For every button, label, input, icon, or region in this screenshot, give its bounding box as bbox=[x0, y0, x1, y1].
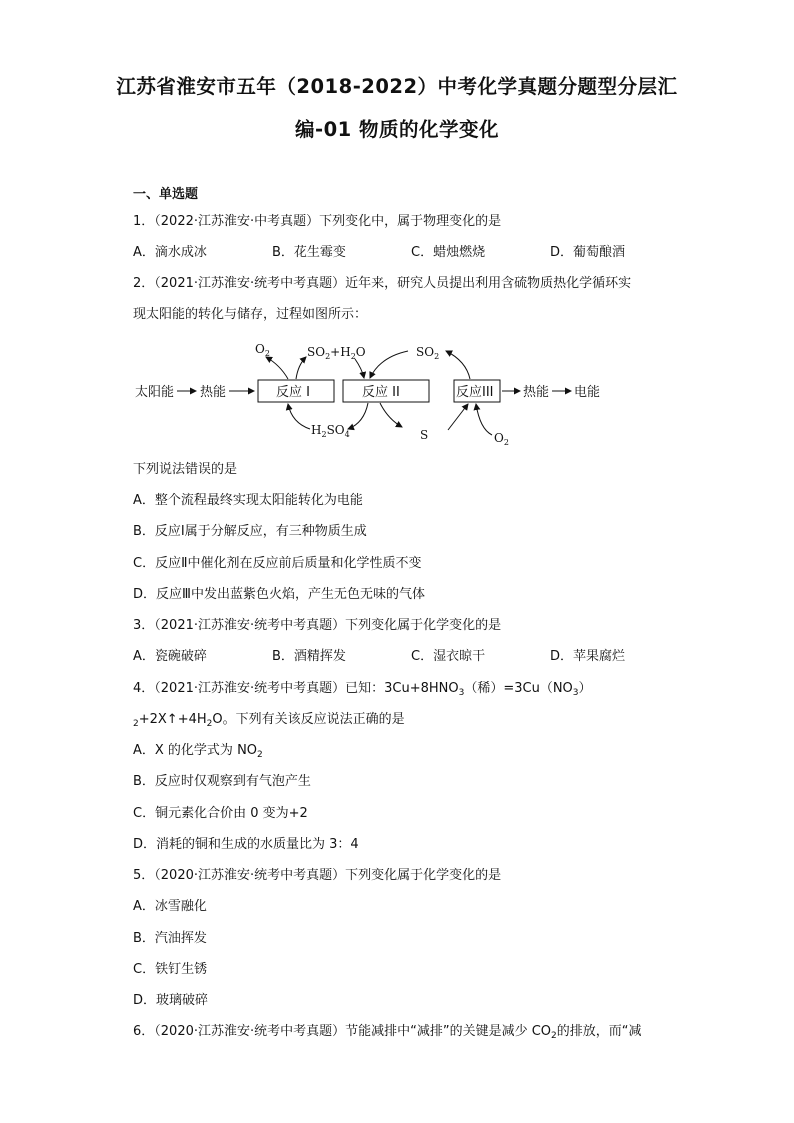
section-heading: 一、单选题 bbox=[133, 187, 199, 202]
reaction-3-label: 反应III bbox=[456, 385, 494, 400]
q5-option-b: B．汽油挥发 bbox=[133, 931, 207, 946]
q4-option-a: A．X 的化学式为 $NO_2$ bbox=[133, 743, 263, 760]
q1-option-c: C．蜡烛燃烧 bbox=[411, 245, 486, 260]
q1-option-d: D．葡萄酿酒 bbox=[550, 245, 626, 260]
q2-option-b: B．反应Ⅰ属于分解反应，有三种物质生成 bbox=[133, 524, 367, 539]
arrow-h2so4-to-reaction1 bbox=[288, 404, 310, 429]
reaction-2-label: 反应 II bbox=[362, 385, 400, 400]
question-2-stem-line2: 现太阳能的转化与储存，过程如图所示： bbox=[133, 307, 368, 322]
label-electric-energy: 电能 bbox=[574, 385, 601, 400]
label-s: S bbox=[420, 428, 429, 442]
question-5-stem: 5．（2020·江苏淮安·统考中考真题）下列变化属于化学变化的是 bbox=[133, 868, 502, 883]
q5-option-c: C．铁钉生锈 bbox=[133, 962, 208, 977]
q2-option-c: C．反应Ⅱ中催化剂在反应前后质量和化学性质不变 bbox=[133, 556, 422, 571]
reaction-cycle-diagram bbox=[130, 335, 650, 450]
label-h2so4: $H_2SO_4$ bbox=[311, 423, 350, 439]
page-title-line1: 江苏省淮安市五年（2018-2022）中考化学真题分题型分层汇 bbox=[116, 75, 678, 98]
q4-option-b: B．反应时仅观察到有气泡产生 bbox=[133, 774, 311, 789]
question-3-stem: 3．（2021·江苏淮安·统考中考真题）下列变化属于化学变化的是 bbox=[133, 618, 502, 633]
question-6-stem: 6．（2020·江苏淮安·统考中考真题）节能减排中“减排”的关键是减少 $CO_2$的排放，而“减 bbox=[133, 1024, 642, 1041]
q5-option-a: A．冰雪融化 bbox=[133, 899, 207, 914]
q3-option-c: C．湿衣晾干 bbox=[411, 649, 486, 664]
label-o2-bottom: $O_2$ bbox=[494, 431, 509, 447]
q5-option-d: D．玻璃破碎 bbox=[133, 993, 209, 1008]
q2-option-a: A．整个流程最终实现太阳能转化为电能 bbox=[133, 493, 363, 508]
question-2-prompt: 下列说法错误的是 bbox=[133, 462, 238, 477]
label-so2-right: $SO_2$ bbox=[416, 345, 440, 361]
label-heat-in: 热能 bbox=[200, 385, 227, 400]
label-o2-top: $O_2$ bbox=[255, 342, 270, 358]
arrow-so2-to-reaction2 bbox=[370, 351, 408, 378]
arrow-s-to-reaction3 bbox=[448, 404, 468, 430]
q4-option-c: C．铜元素化合价由 0 变为+2 bbox=[133, 806, 308, 821]
arrow-so2-h2o-to-reaction2 bbox=[355, 359, 364, 378]
question-4-stem-line2: $_2+2X↑+4H_2O$。下列有关该反应说法正确的是 bbox=[133, 712, 405, 729]
arrow-reaction3-to-so2 bbox=[446, 351, 470, 379]
q1-option-b: B．花生霉变 bbox=[272, 245, 346, 260]
q3-option-a: A．瓷碗破碎 bbox=[133, 649, 207, 664]
question-1-stem: 1．（2022·江苏淮安·中考真题）下列变化中，属于物理变化的是 bbox=[133, 214, 502, 229]
arrow-reaction2-to-s bbox=[380, 403, 402, 427]
question-2-stem-line1: 2．（2021·江苏淮安·统考中考真题）近年来，研究人员提出利用含硫物质热化学循环实 bbox=[133, 276, 632, 291]
label-solar-energy: 太阳能 bbox=[135, 385, 175, 400]
q3-option-d: D．苹果腐烂 bbox=[550, 649, 626, 664]
q4-option-d: D．消耗的铜和生成的水质量比为 3：4 bbox=[133, 837, 359, 852]
q1-option-a: A．滴水成冰 bbox=[133, 245, 207, 260]
arrow-reaction1-to-o2 bbox=[266, 357, 288, 379]
q3-option-b: B．酒精挥发 bbox=[272, 649, 346, 664]
label-so2-h2o: $SO_2+H_2O$ bbox=[307, 345, 366, 361]
q2-option-d: D．反应Ⅲ中发出蓝紫色火焰，产生无色无味的气体 bbox=[133, 587, 425, 602]
reaction-1-label: 反应 I bbox=[276, 385, 310, 400]
arrow-reaction2-to-h2so4 bbox=[348, 403, 368, 429]
question-4-stem-line1: 4．（2021·江苏淮安·统考中考真题）已知：$3Cu+8HNO_3$（稀）$=3Cu(NO_3)$ bbox=[133, 681, 592, 698]
arrow-o2-to-reaction3 bbox=[476, 404, 492, 435]
arrow-reaction1-to-so2-h2o bbox=[296, 357, 306, 379]
page-title-line2: 编-01 物质的化学变化 bbox=[294, 118, 500, 141]
label-heat-out: 热能 bbox=[523, 385, 550, 400]
